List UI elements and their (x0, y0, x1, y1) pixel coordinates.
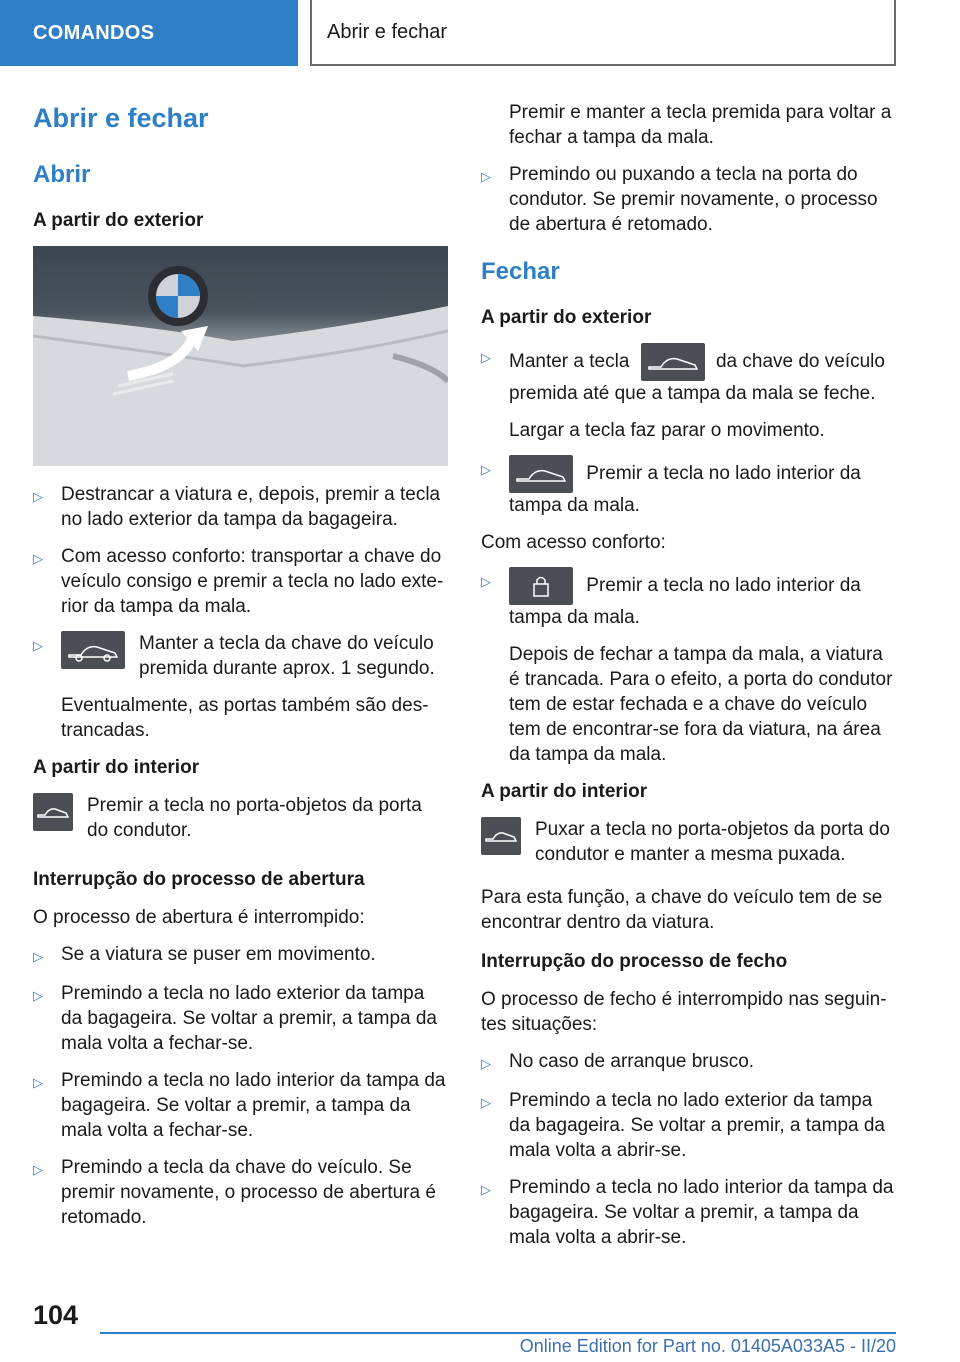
section-tab (0, 0, 298, 66)
bullet-triangle-icon: ▷ (33, 1162, 43, 1177)
bullet-interrupt-1: ▷ Se a viatura se puser em movimento. (33, 942, 448, 969)
right-column (481, 100, 896, 1262)
bullet-interrupt-2: ▷ Premindo a tecla no lado exterior da tampa da bagageira. Se voltar a premir, a tampa da mala volta a fechar-se. (33, 983, 438, 1054)
bullet-triangle-icon: ▷ (481, 1182, 491, 1197)
edition-text: Online Edition for Part no. 01405A033A5 - II/20 (519, 1336, 896, 1356)
bullet-triangle-icon: ▷ (33, 1075, 43, 1090)
bullet-triangle-icon: ▷ (481, 574, 491, 589)
bullet-close-interrupt-3: ▷ Premindo a tecla no lado interior da tampa da bagageira. Se voltar a premir, a tampa da mala volta a abrir-se. (481, 1177, 894, 1248)
close-note: Largar a tecla faz parar o movimento. (509, 420, 825, 441)
bullet-close-interrupt-2: ▷ Premindo a tecla no lado exterior da tampa da bagageira. Se voltar a premir, a tampa da mala volta a abrir-se. (481, 1090, 886, 1161)
heading-interrupt-close: Interrupção do processo de fecho (481, 951, 788, 972)
car-trunk-icon (509, 455, 573, 493)
bullet-interrupt-3: ▷ Premindo a tecla no lado interior da tampa da bagageira. Se voltar a premir, a tampa da mala volta a fechar-se. (33, 1070, 446, 1141)
bullet-interrupt-4: ▷ Premindo a tecla da chave do veículo. Se premir novamente, o processo de abertura é retomado. (33, 1157, 436, 1228)
bullet-triangle-icon: ▷ (33, 551, 43, 566)
bullet-open-ext-3: ▷ Manter a tecla da chave do veículo premida durante aprox. 1 segundo. (33, 633, 435, 679)
heading-open-interior: A partir do interior (33, 757, 200, 778)
bullet-triangle-icon: ▷ (33, 988, 43, 1003)
page-title: Abrir e fechar (33, 103, 209, 133)
bullet-triangle-icon: ▷ (33, 638, 43, 653)
continued-text: Premir e manter a tecla premida para voltar a fechar a tampa da mala. (509, 102, 892, 148)
car-trunk-icon (61, 631, 125, 669)
car-trunk-icon (33, 793, 73, 831)
page-number: 104 (33, 1300, 79, 1330)
section-close-title: Fechar (481, 258, 560, 285)
bullet-driver-door: ▷ Premindo ou puxando a tecla na porta do condutor. Se premir novamente, o processo de abertura é retomado. (481, 164, 878, 235)
bullet-close-interrupt-1: ▷ No caso de arranque brusco. (481, 1049, 896, 1076)
bullet-triangle-icon: ▷ (481, 350, 491, 365)
bullet-triangle-icon: ▷ (481, 169, 491, 184)
bullet-triangle-icon: ▷ (481, 1056, 491, 1071)
bullet-triangle-icon: ▷ (481, 462, 491, 477)
lock-note: Depois de fechar a tampa da mala, a viatura é trancada. Para o efeito, a porta do condutor tem de estar fechada e a chave do veículo tem de encontrar-se fora da viatura, na área da tampa da mala. (509, 644, 893, 765)
lock-icon (509, 567, 573, 605)
close-interior-note: Para esta função, a chave do veículo tem de se encontrar dentro da viatura. (481, 887, 883, 933)
chapter-tab (310, 0, 896, 66)
section-label: COMANDOS (33, 21, 155, 44)
bullet-close-2: ▷ Premir a tecla no lado interior da tampa da mala. (481, 455, 896, 518)
bullet-triangle-icon: ▷ (33, 489, 43, 504)
car-trunk-icon (481, 817, 521, 855)
trunk-photo (33, 246, 448, 466)
trunk-illustration (33, 246, 448, 466)
bullet-close-3: ▷ Premir a tecla no lado interior da tampa da mala. (481, 567, 896, 630)
bullet-open-ext-2: ▷ Com acesso conforto: transportar a chave do veículo consigo e premir a tecla no lado exte-rior da tampa da mala. (33, 546, 444, 617)
left-column (33, 100, 448, 1242)
bullet-triangle-icon: ▷ (33, 949, 43, 964)
bullet-open-ext-1: ▷ Destrancar a viatura e, depois, premir a tecla no lado exterior da tampa da bagageira. (33, 484, 441, 530)
car-trunk-icon (641, 343, 705, 381)
heading-close-exterior: A partir do exterior (481, 307, 652, 328)
chapter-label: Abrir e fechar (327, 20, 448, 43)
bullet-triangle-icon: ▷ (481, 1095, 491, 1110)
interrupt-close-intro: O processo de fecho é interrompido nas seguin-tes situações: (481, 989, 887, 1035)
footer-divider (100, 1332, 896, 1334)
heading-close-interior: A partir do interior (481, 781, 648, 802)
note-unlock-doors: Eventualmente, as portas também são des-trancadas. (61, 695, 429, 741)
open-interior-text: Premir a tecla no porta-objetos da porta do condutor. (87, 795, 422, 841)
section-open-title: Abrir (33, 161, 91, 188)
heading-open-exterior: A partir do exterior (33, 210, 204, 231)
comfort-access-label: Com acesso conforto: (481, 532, 666, 553)
close-interior-text: Puxar a tecla no porta-objetos da porta do condutor e manter a mesma puxada. (535, 819, 890, 865)
interrupt-open-intro: O processo de abertura é interrompido: (33, 907, 365, 928)
bullet-close-1: ▷ Manter a tecla da chave do veículo premida até que a tampa da mala se feche. (481, 343, 896, 406)
heading-interrupt-open: Interrupção do processo de abertura (33, 869, 365, 890)
